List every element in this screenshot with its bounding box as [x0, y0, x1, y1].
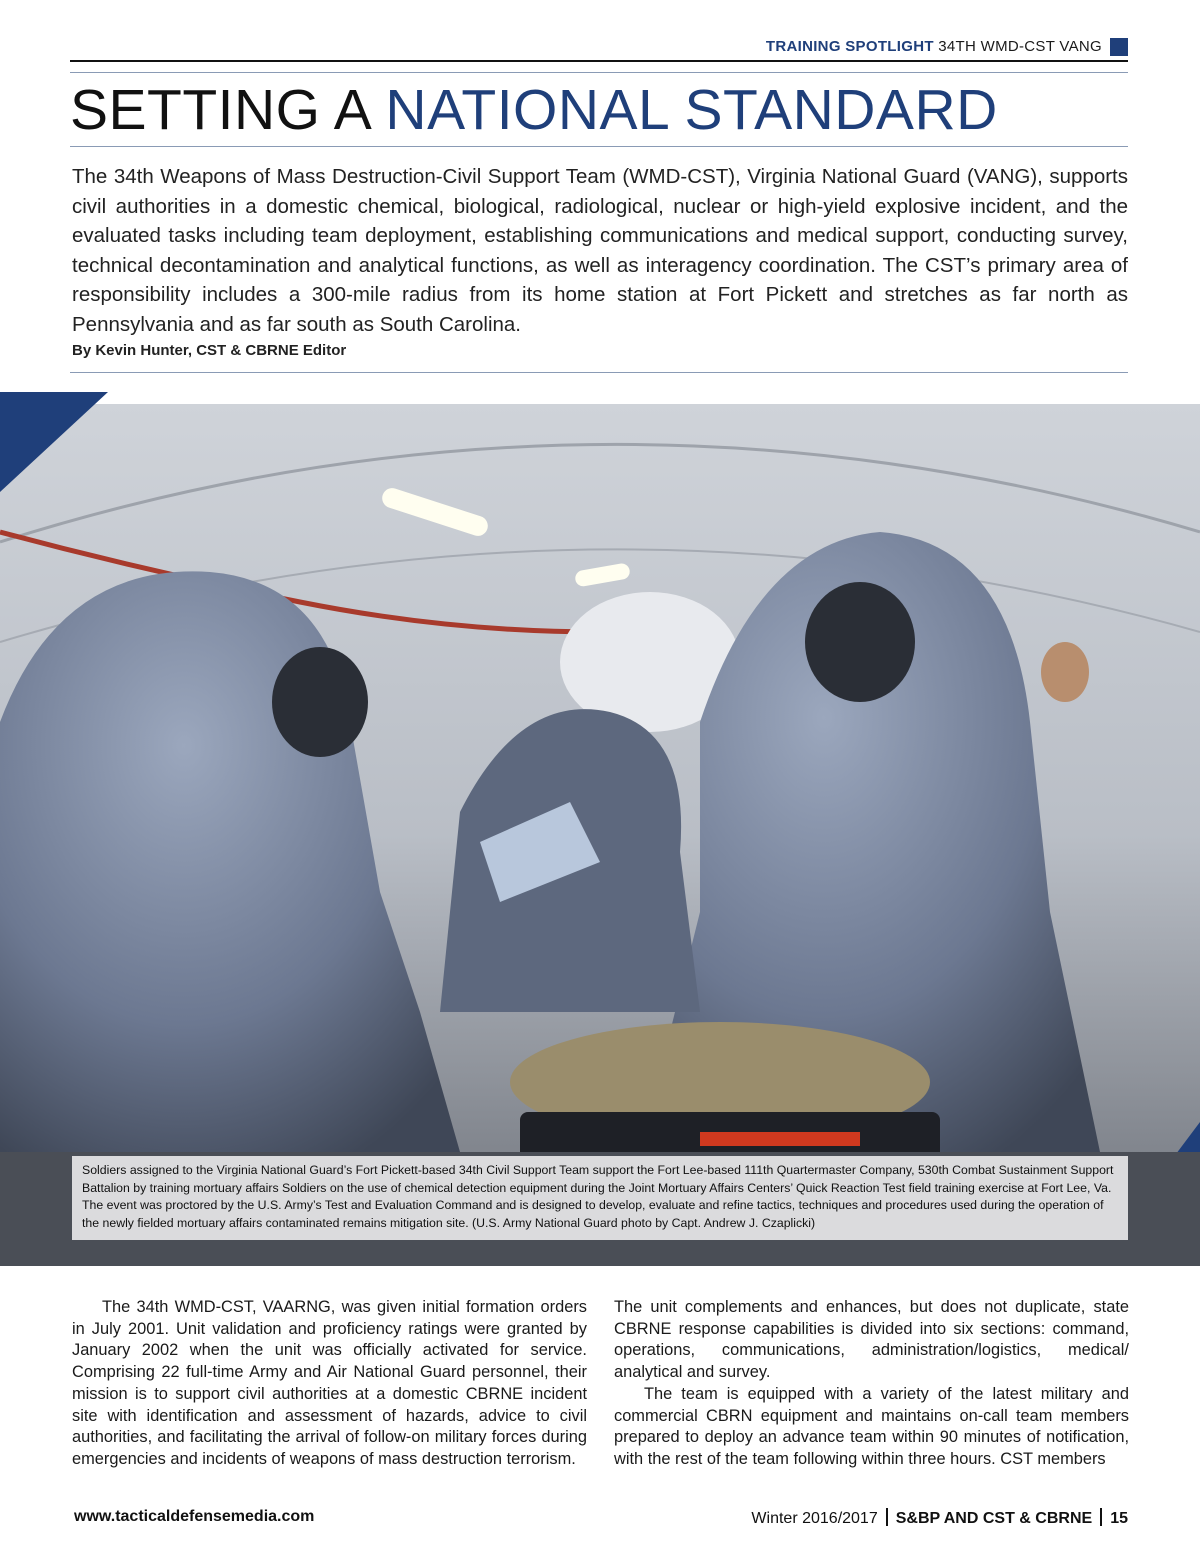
headline — [70, 76, 998, 144]
footer-url[interactable]: www.tacticaldefensemedia.com — [74, 1508, 315, 1525]
gas-mask-right — [805, 582, 915, 702]
byline-rule — [70, 372, 1128, 373]
header-square-mark — [1110, 38, 1128, 56]
section-kicker: TRAINING SPOTLIGHT — [765, 38, 934, 55]
body-paragraph: The team is equipped with a variety of the latest military and commercial CBRN equipment and maintains on-call team members prepared to deploy an advance team within 90 minutes of notification, with the rest of the team following within three hours. CST members — [614, 1384, 1129, 1468]
section-topic: 34TH WMD-CST VANG — [938, 38, 1102, 55]
hero-photo — [0, 392, 1200, 1266]
body-paragraph: The unit complements and enhances, but does not duplicate, state CBRNE response capabilities is divided into six sections: command, operations, communications, administration/logistics, medical/ analytical and survey. — [614, 1298, 1129, 1382]
header-rule — [70, 60, 1128, 62]
page-number: 15 — [1110, 1510, 1128, 1527]
article-dek: The 34th Weapons of Mass Destruction-Civil Support Team (WMD-CST), Virginia National Guard (VANG), supports civil authorities in a domestic chemical, biological, radiological, nuclear or high-yield explosive incident, and the evaluated tasks including team deployment, establishing communications and medical support, conducting survey, technical decontamination and analytical functions, as well as interagency coordination. The CST’s primary area of responsibility includes a 300-mile radius from its home station at Fort Pickett and stretches as far north as Pennsylvania and as far south as South Carolina. — [72, 165, 1128, 336]
headline-part2: NATIONAL STANDARD — [385, 78, 998, 142]
footer-folio — [751, 1508, 1128, 1528]
footer-publication: S&BP AND CST & CBRNE — [895, 1510, 1093, 1527]
body-paragraph: The 34th WMD-CST, VAARNG, was given initial formation orders in July 2001. Unit validation and proficiency ratings were granted by January 2002 when the unit was officially activated for service. Comprising 22 full-time Army and Air National Guard personnel, their mission is to support civil authorities at a domestic CBRNE incident site with identification and assessment of hazards, advice to civil authorities, and facilitating the arrival of follow-on military forces during emergencies and incidents of weapons of mass destruction terrorism. — [72, 1298, 587, 1468]
photo-caption: Soldiers assigned to the Virginia National Guard’s Fort Pickett-based 34th Civil Support Team support the Fort Lee-based 111th Quartermaster Company, 530th Combat Sustainment Support Battalion by training mortuary affairs Soldiers on the use of chemical detection equipment during the Joint Mortuary Affairs Centers’ Quick Reaction Test field training exercise at Fort Lee, Va. The event was proctored by the U.S. Army’s Test and Evaluation Command and is designed to develop, evaluate and refine tactics, techniques and procedures used during the operation of the newly fielded mortuary affairs contaminated remains mitigation site. (U.S. Army National Guard photo by Capt. Andrew J. Czaplicki) — [72, 1156, 1128, 1240]
byline: By Kevin Hunter, CST & CBRNE Editor — [72, 342, 347, 359]
headline-bottom-rule — [70, 146, 1128, 147]
stretcher-handle — [700, 1132, 860, 1146]
footer-separator — [886, 1508, 888, 1526]
gas-mask-left — [272, 647, 368, 757]
headline-top-rule — [70, 72, 1128, 73]
footer-separator — [1100, 1508, 1102, 1526]
observer-face — [1041, 642, 1089, 702]
body-column-right — [614, 1297, 1129, 1471]
section-header — [766, 38, 1102, 55]
headline-part1: SETTING A — [70, 78, 370, 142]
footer-issue: Winter 2016/2017 — [751, 1510, 878, 1527]
body-column-left — [72, 1297, 587, 1471]
